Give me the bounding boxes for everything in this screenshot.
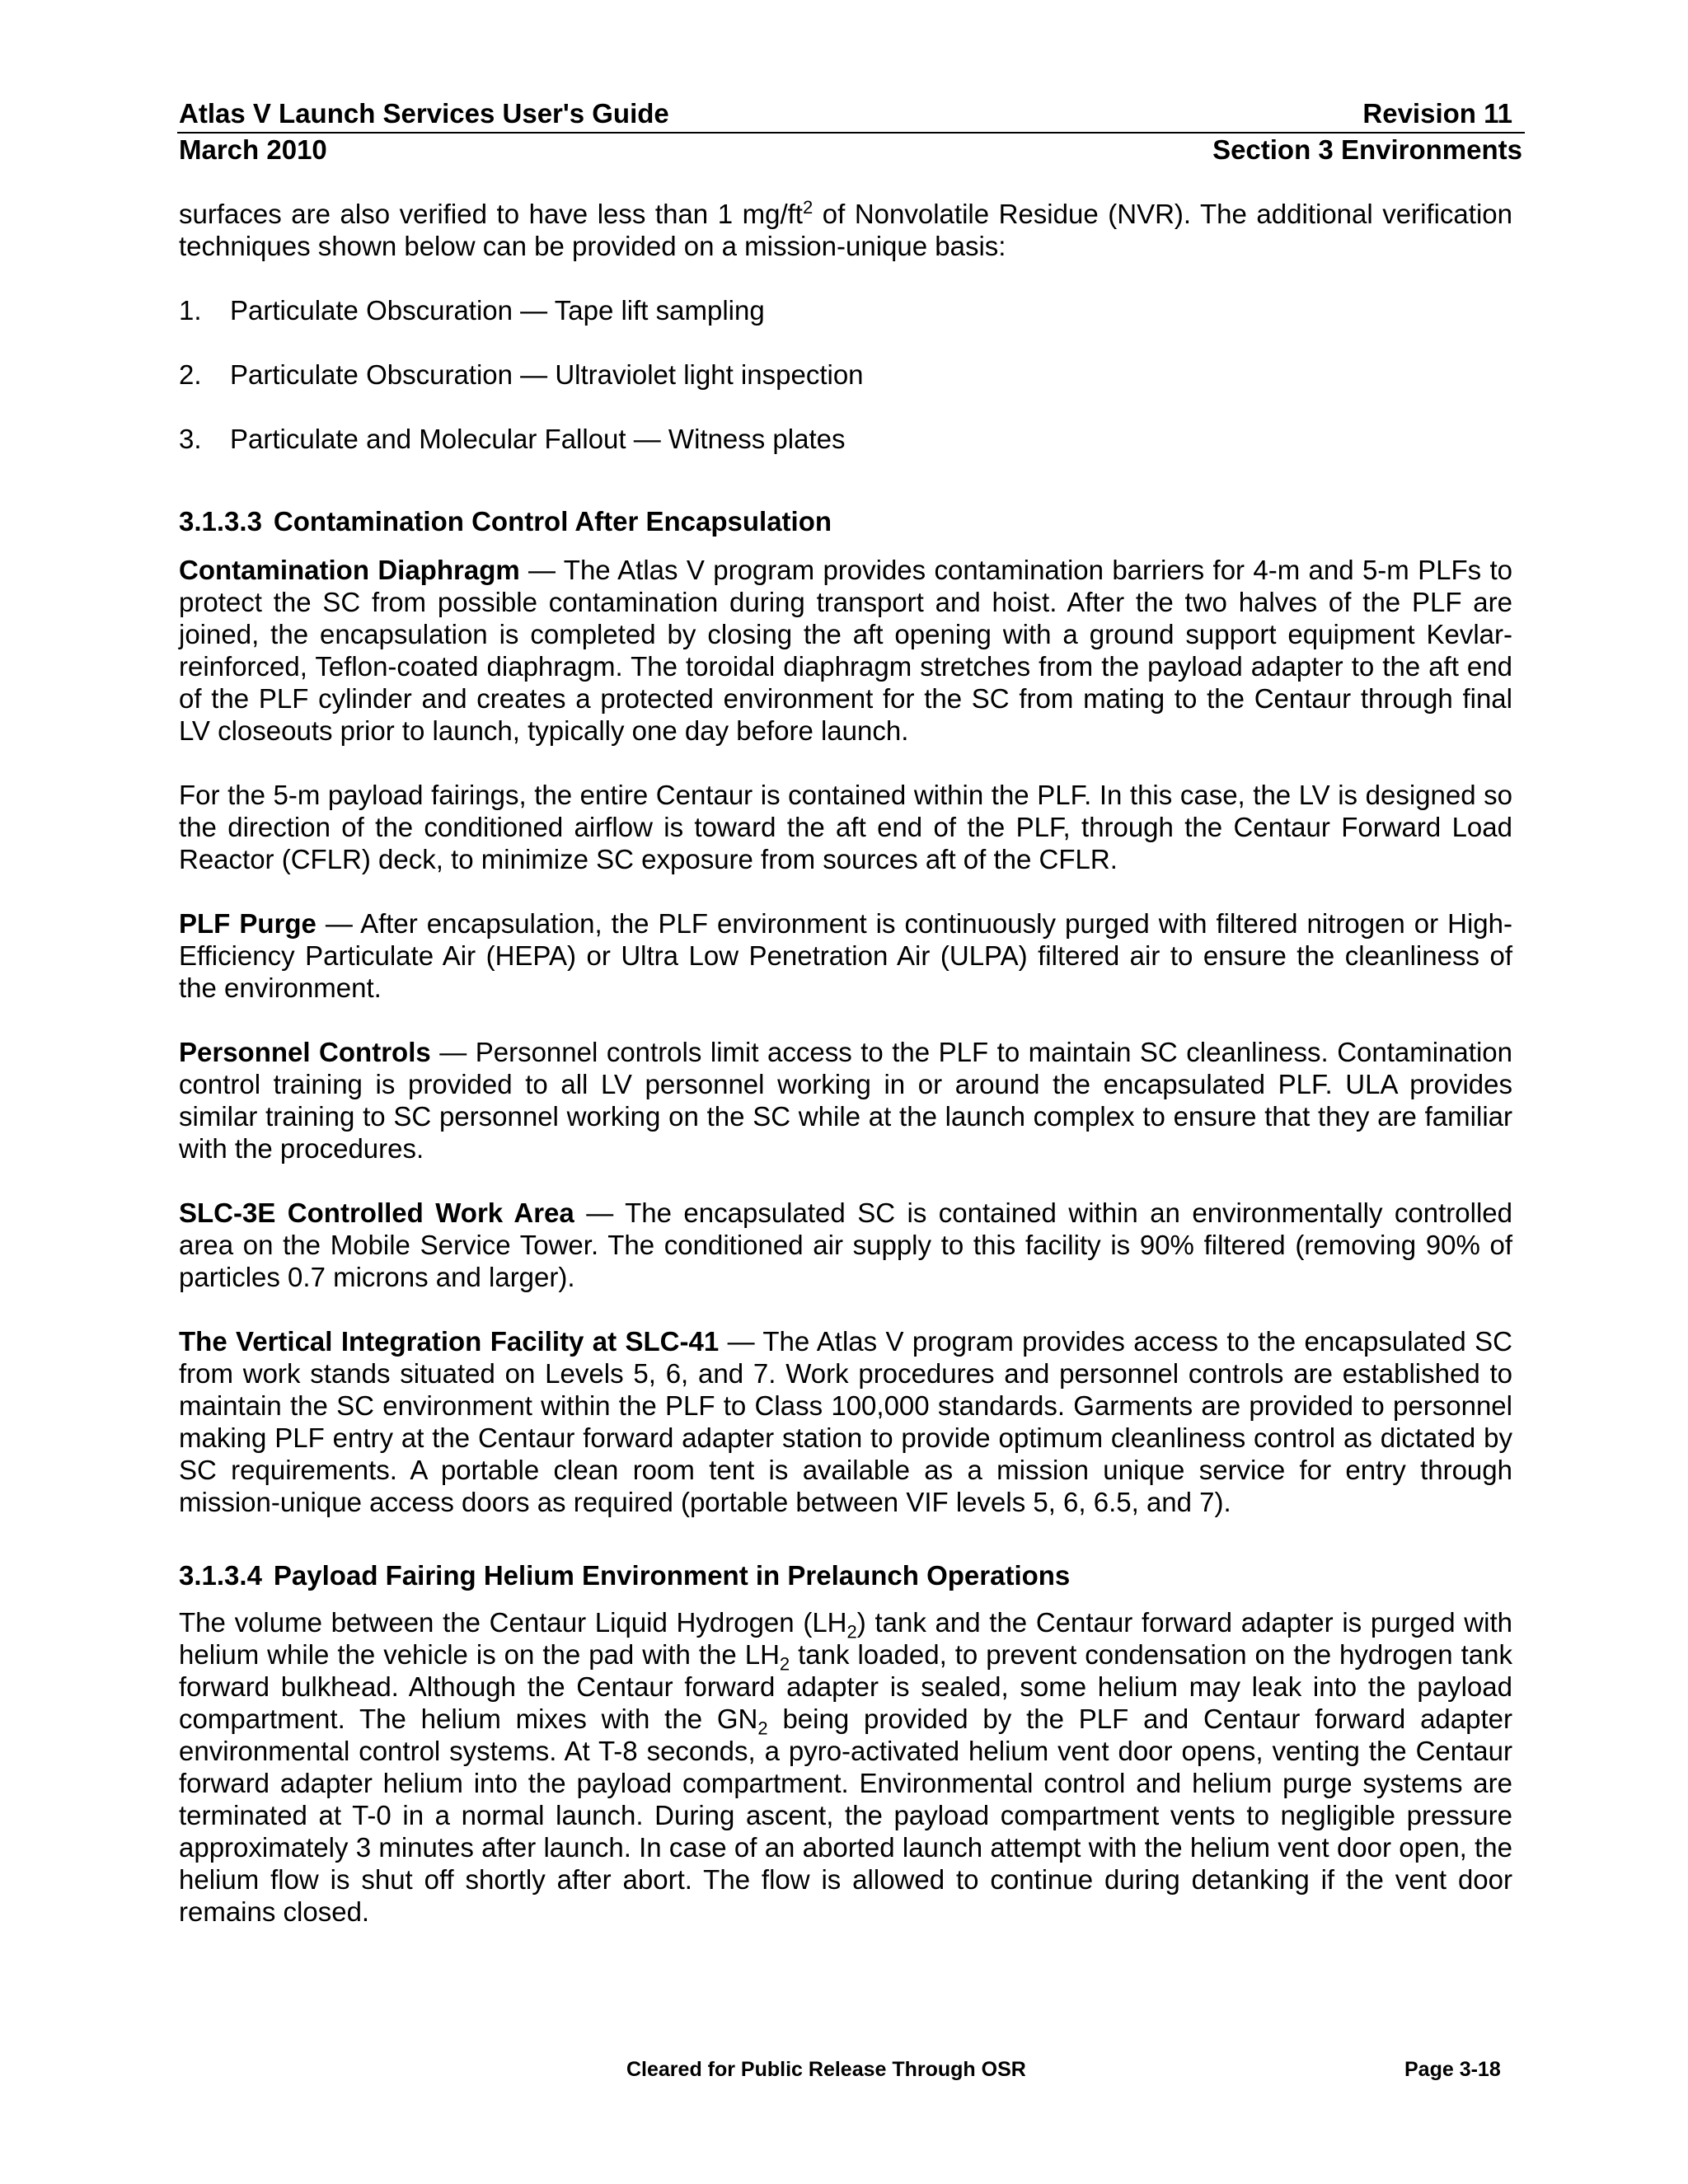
list-text: Particulate Obscuration — Ultraviolet light inspection [230, 359, 864, 390]
paragraph-text: — The Atlas V program provides access to the encapsulated SC from work stands situated on Levels 5, 6, and 7. Work procedures and personnel controls are established to maintain the SC environment within the PLF to Class 100,000 standards. Garments are provided to personnel making PLF entry at the Centaur forward adapter station to provide optimum cleanliness control as dictated by SC requirements. A portable clean room tent is available as a mission unique service for entry through mission-unique access doors as required (portable between VIF levels 5, 6, 6.5, and 7). [179, 1326, 1513, 1517]
section-heading-3-1-3-4 [179, 1559, 1512, 1591]
page-content [179, 198, 1512, 1928]
subscript: 2 [757, 1718, 768, 1739]
paragraph-text: — After encapsulation, the PLF environment is continuously purged with filtered nitrogen or High-Efficiency Particulate Air (HEPA) or Ultra Low Penetration Air (ULPA) filtered air to ensure the cleanliness of the environment. [179, 908, 1512, 1003]
runin-label: The Vertical Integration Facility at SLC-41 [179, 1326, 720, 1357]
subscript: 2 [846, 1621, 857, 1643]
paragraph-plf-purge [179, 907, 1512, 1004]
runin-label: Personnel Controls [179, 1037, 431, 1067]
revision-label: Revision 11 [1362, 98, 1512, 129]
paragraph-helium-environment [179, 1606, 1512, 1928]
list-number: 2. [179, 359, 202, 390]
subscript: 2 [779, 1653, 790, 1675]
paragraph-text: — The encapsulated SC is contained within an environmentally controlled area on the Mobile Service Tower. The conditioned air supply to this facility is 90% filtered (removing 90% of particles 0.7 microns and larger). [179, 1197, 1513, 1292]
list-item [179, 294, 1512, 326]
paragraph-text: — The Atlas V program provides contamination barriers for 4-m and 5-m PLFs to protect the SC from possible contamination during transport and hoist. After the two halves of the PLF are joined, the encapsulation is completed by closing the aft opening with a ground support equipment Kevlar-reinforced, Teflon-coated diaphragm. The toroidal diaphragm stretches from the payload adapter to the aft end of the PLF cylinder and creates a protected environment for the SC from mating to the Centaur through final LV closeouts prior to launch, typically one day before launch. [179, 555, 1512, 746]
runin-label: SLC-3E Controlled Work Area [179, 1197, 574, 1228]
heading-title: Payload Fairing Helium Environment in Prelaunch Operations [273, 1560, 1071, 1591]
header-top-row [179, 97, 1522, 130]
paragraph-contamination-diaphragm [179, 554, 1512, 747]
page-number: Page 3-18 [1404, 2058, 1501, 2081]
paragraph-5m-fairing: For the 5-m payload fairings, the entire Centaur is contained within the PLF. In this case, the LV is designed so the direction of the conditioned airflow is toward the aft end of the PLF, through the Centaur Forward Load Reactor (CFLR) deck, to minimize SC exposure from sources aft of the CFLR. [179, 780, 1512, 874]
paragraph-slc-3e [179, 1197, 1512, 1293]
intro-text-a: surfaces are also verified to have less than 1 mg/ft [179, 199, 803, 229]
release-notice: Cleared for Public Release Through OSR [626, 2058, 1026, 2081]
paragraph-text: — Personnel controls limit access to the PLF to maintain SC cleanliness. Contamination control training is provided to all LV personnel working in or around the encapsulated PLF. ULA provides similar training to SC personnel working on the SC while at the launch complex to ensure that they are familiar with the procedures. [179, 1037, 1512, 1164]
header-bottom-row [179, 134, 1522, 166]
runin-label: Contamination Diaphragm [179, 555, 520, 585]
heading-number: 3.1.3.3 [179, 506, 262, 537]
section-heading-3-1-3-3 [179, 505, 1512, 537]
heading-number: 3.1.3.4 [179, 1560, 262, 1591]
list-number: 3. [179, 424, 202, 454]
heading-title: Contamination Control After Encapsulation [273, 506, 832, 537]
paragraph-personnel-controls [179, 1036, 1512, 1165]
intro-superscript: 2 [802, 197, 814, 218]
section-label: Section 3 Environments [1212, 134, 1522, 165]
paragraph-vif-slc-41 [179, 1325, 1512, 1518]
doc-date: March 2010 [179, 134, 327, 165]
list-item [179, 359, 1512, 391]
intro-paragraph [179, 198, 1512, 262]
paragraph-text: being provided by the PLF and Centaur forward adapter environmental control systems. At T-8 seconds, a pyro-activated helium vent door opens, venting the Centaur forward adapter helium into the payload compartment. Environmental control and helium purge systems are terminated at T-0 in a normal launch. During ascent, the payload compartment vents to negligible pressure approximately 3 minutes after launch. In case of an aborted launch attempt with the helium vent door open, the helium flow is shut off shortly after abort. The flow is allowed to continue during detanking if the vent door remains closed. [179, 1704, 1513, 1927]
paragraph-text: The volume between the Centaur Liquid Hydrogen (LH [179, 1607, 847, 1638]
list-text: Particulate and Molecular Fallout — Witness plates [230, 424, 846, 454]
list-number: 1. [179, 295, 202, 326]
intro-text-b: of Nonvolatile Residue (NVR). The additional verification techniques shown below can be provided on a mission-unique basis: [179, 199, 1512, 261]
paragraph-text: tank loaded, to prevent condensation on the hydrogen tank forward bulkhead. Although the Centaur forward adapter is sealed, some helium may leak into the payload compartment. The helium mixes with the GN [179, 1639, 1512, 1734]
paragraph-text: ) tank and the Centaur forward adapter is purged with helium while the vehicle is on the pad with the LH [179, 1607, 1512, 1670]
list-item [179, 423, 1512, 455]
list-text: Particulate Obscuration — Tape lift sampling [230, 295, 765, 326]
doc-title: Atlas V Launch Services User's Guide [179, 98, 669, 129]
runin-label: PLF Purge [179, 908, 316, 939]
